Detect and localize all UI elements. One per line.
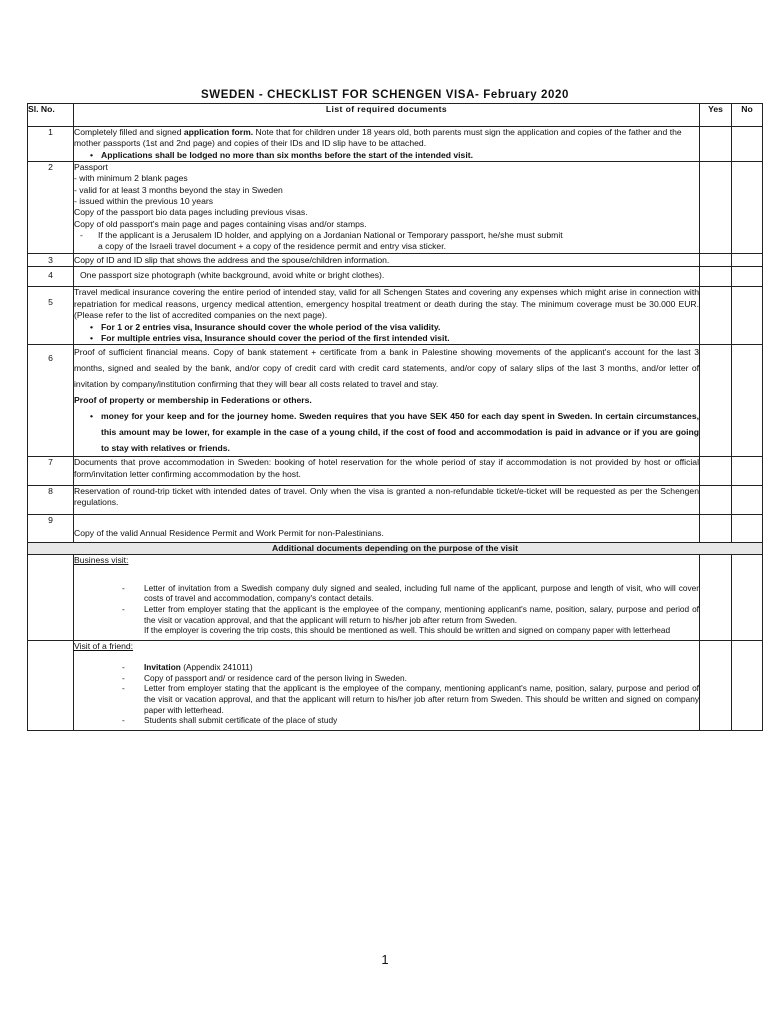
table-row xyxy=(28,457,763,486)
table-row xyxy=(28,345,763,457)
additional-documents-heading: Additional documents depending on the purpose of the visit xyxy=(28,543,763,555)
yes-checkbox-cell[interactable] xyxy=(700,253,732,266)
table-row xyxy=(28,514,763,542)
no-checkbox-cell[interactable] xyxy=(732,555,763,640)
dash-item-continued: a copy of the Israeli travel document + a copy of the residence permit and entry visa sticker. xyxy=(98,241,446,252)
row-number: 5 xyxy=(28,287,74,345)
row-content xyxy=(74,253,700,266)
yes-checkbox-cell[interactable] xyxy=(700,555,732,640)
table-row xyxy=(28,555,763,640)
dash-item: - If the applicant is a Jerusalem ID holder, and applying on a Jordanian National or Temporary passport, he/she must submit xyxy=(74,230,699,241)
row-number xyxy=(28,640,74,730)
bullet-item: • money for your keep and for the journey home. Sweden requires that you have SEK 450 for each day spent in Sweden. In certain circumstances, this amount may be lower, for example in the case of a young child, if the cost of food and accommodation is paid in advance or if you are going to stay with relatives or friends. xyxy=(74,409,699,457)
no-checkbox-cell[interactable] xyxy=(732,514,763,542)
row-content xyxy=(74,514,700,542)
row-content xyxy=(74,267,700,287)
row-number: 4 xyxy=(28,267,74,287)
row-text: One passport size photograph (white background, avoid white or bright clothes). xyxy=(80,270,385,281)
yes-checkbox-cell[interactable] xyxy=(700,127,732,162)
bold-line: Proof of property or membership in Federations or others. xyxy=(74,394,312,405)
checklist-table xyxy=(27,103,763,731)
header-list-of-documents xyxy=(74,104,700,127)
row-number: 1 xyxy=(28,127,74,162)
business-visit-section xyxy=(74,555,700,640)
table-row xyxy=(28,486,763,515)
row-content xyxy=(74,287,700,345)
table-row xyxy=(28,287,763,345)
row-line: Copy of old passport's main page and pages containing visas and/or stamps. xyxy=(74,218,367,229)
list-item-continued: If the employer is covering the trip costs, this should be mentioned as well. This should be written and signed on company paper with letterhead xyxy=(144,625,671,636)
row-text: Proof of sufficient financial means. Copy of bank statement + certificate from a bank in Palestine showing movements of the applicant's account for the last 3 months, signed and sealed by the bank, and/or copy of credit card with credit card statements, and/or copy of salary slips of the last 3 months, and/or letter of invitation by company/institution confirming that they will bear all costs related to travel and stay. xyxy=(74,347,699,389)
header-sl-no: Sl. No. xyxy=(28,104,74,127)
row-line: - issued within the previous 10 years xyxy=(74,196,214,207)
row-number: 6 xyxy=(28,345,74,457)
header-yes: Yes xyxy=(700,104,732,127)
row-content xyxy=(74,127,700,162)
row-line: - with minimum 2 blank pages xyxy=(74,173,188,184)
additional-documents-header xyxy=(28,543,763,555)
yes-checkbox-cell[interactable] xyxy=(700,287,732,345)
row-text: Travel medical insurance covering the entire period of intended stay, valid for all Schengen States and covering any expenses which might arise in connection with repatriation for medical reasons, urgency medical attention, emergency hospital treatment or death during the stay. The minimum coverage must be 30.000 EUR. (Please refer to the list of accredited companies on the next page). xyxy=(74,287,699,321)
table-row xyxy=(28,267,763,287)
text-fragment: (Appendix 241011) xyxy=(183,662,253,673)
row-line: - valid for at least 3 months beyond the stay in Sweden xyxy=(74,184,283,195)
row-content xyxy=(74,345,700,457)
row-line: Passport xyxy=(74,162,108,173)
row-number: 2 xyxy=(28,162,74,254)
row-text: Copy of ID and ID slip that shows the address and the spouse/children information. xyxy=(74,254,390,265)
header-no: No xyxy=(732,104,763,127)
row-number: 8 xyxy=(28,486,74,515)
list-item: - Letter from employer stating that the applicant is the employee of the company, mentioning applicant's name, position, salary, purpose and period of the visit or vacation approval, and that the applicant will return to his/her job after return from Sweden. xyxy=(74,604,699,625)
page-number: 1 xyxy=(381,952,389,967)
row-text: Reservation of round-trip ticket with intended dates of travel. Only when the visa is granted a non-refundable ticket/e-ticket will be requested as per the Schengen regulations. xyxy=(74,486,699,508)
row-text xyxy=(74,127,699,150)
list-item: - Copy of passport and/ or residence card of the person living in Sweden. xyxy=(74,673,699,684)
yes-checkbox-cell[interactable] xyxy=(700,457,732,486)
yes-checkbox-cell[interactable] xyxy=(700,345,732,457)
table-row xyxy=(28,640,763,730)
list-item: - Letter from employer stating that the applicant is the employee of the company, mentioning applicant's name, position, salary, purpose and period of the visit or vacation approval, and that the applicant will return to his/her job after return from Sweden. This should be written and signed on company paper with letterhead. xyxy=(74,683,699,715)
yes-checkbox-cell[interactable] xyxy=(700,640,732,730)
row-content xyxy=(74,162,700,254)
bullet-item: • Applications shall be lodged no more than six months before the start of the intended visit. xyxy=(74,150,699,161)
no-checkbox-cell[interactable] xyxy=(732,457,763,486)
row-text: Documents that prove accommodation in Sweden: booking of hotel reservation for the whole period of stay if accommodation is not provided by host or official form/invitation letter confirming accommodation by the host. xyxy=(74,457,699,479)
bold-fragment: application form. xyxy=(183,127,254,137)
no-checkbox-cell[interactable] xyxy=(732,287,763,345)
row-number: 9 xyxy=(28,514,74,542)
table-header-row xyxy=(28,104,763,127)
no-checkbox-cell[interactable] xyxy=(732,162,763,254)
yes-checkbox-cell[interactable] xyxy=(700,486,732,515)
business-visit-list xyxy=(74,583,699,636)
no-checkbox-cell[interactable] xyxy=(732,640,763,730)
friend-visit-list xyxy=(74,662,699,726)
no-checkbox-cell[interactable] xyxy=(732,486,763,515)
bold-fragment: Invitation xyxy=(144,662,181,673)
header-list-label: List of required documents xyxy=(325,104,448,114)
no-checkbox-cell[interactable] xyxy=(732,127,763,162)
business-visit-title: Business visit: xyxy=(74,555,129,566)
no-checkbox-cell[interactable] xyxy=(732,345,763,457)
yes-checkbox-cell[interactable] xyxy=(700,514,732,542)
list-item xyxy=(74,662,699,673)
text-fragment: Completely filled and signed xyxy=(74,127,182,137)
list-item: - Students shall submit certificate of the place of study xyxy=(74,715,699,726)
bullet-item: • For multiple entries visa, Insurance should cover the period of the first intended visit. xyxy=(74,333,699,344)
row-text: Copy of the valid Annual Residence Permit and Work Permit for non-Palestinians. xyxy=(74,527,384,538)
row-line: Copy of the passport bio data pages including previous visas. xyxy=(74,207,308,218)
list-item: - Letter of invitation from a Swedish company duly signed and sealed, including full name of the applicant, purpose and length of visit, who will cover costs of travel and accommodation, company's contact details. xyxy=(74,583,699,604)
no-checkbox-cell[interactable] xyxy=(732,267,763,287)
yes-checkbox-cell[interactable] xyxy=(700,267,732,287)
row-content xyxy=(74,486,700,515)
no-checkbox-cell[interactable] xyxy=(732,253,763,266)
row-number xyxy=(28,555,74,640)
row-content xyxy=(74,457,700,486)
table-row xyxy=(28,162,763,254)
friend-visit-title: Visit of a friend: xyxy=(74,640,134,651)
yes-checkbox-cell[interactable] xyxy=(700,162,732,254)
friend-visit-section xyxy=(74,640,700,730)
table-row xyxy=(28,127,763,162)
row-number: 7 xyxy=(28,457,74,486)
row-number: 3 xyxy=(28,253,74,266)
table-row xyxy=(28,253,763,266)
page-title: SWEDEN - CHECKLIST FOR SCHENGEN VISA- February 2020 xyxy=(201,89,569,101)
text-fragment: Note that for children under 18 years old, both parents must sign the application and copies of the father and the mother passports (1st and 2nd page) and copies of their IDs and ID slip have to be attached. xyxy=(74,127,682,149)
bullet-item: • For 1 or 2 entries visa, Insurance should cover the whole period of the visa validity. xyxy=(74,322,699,333)
